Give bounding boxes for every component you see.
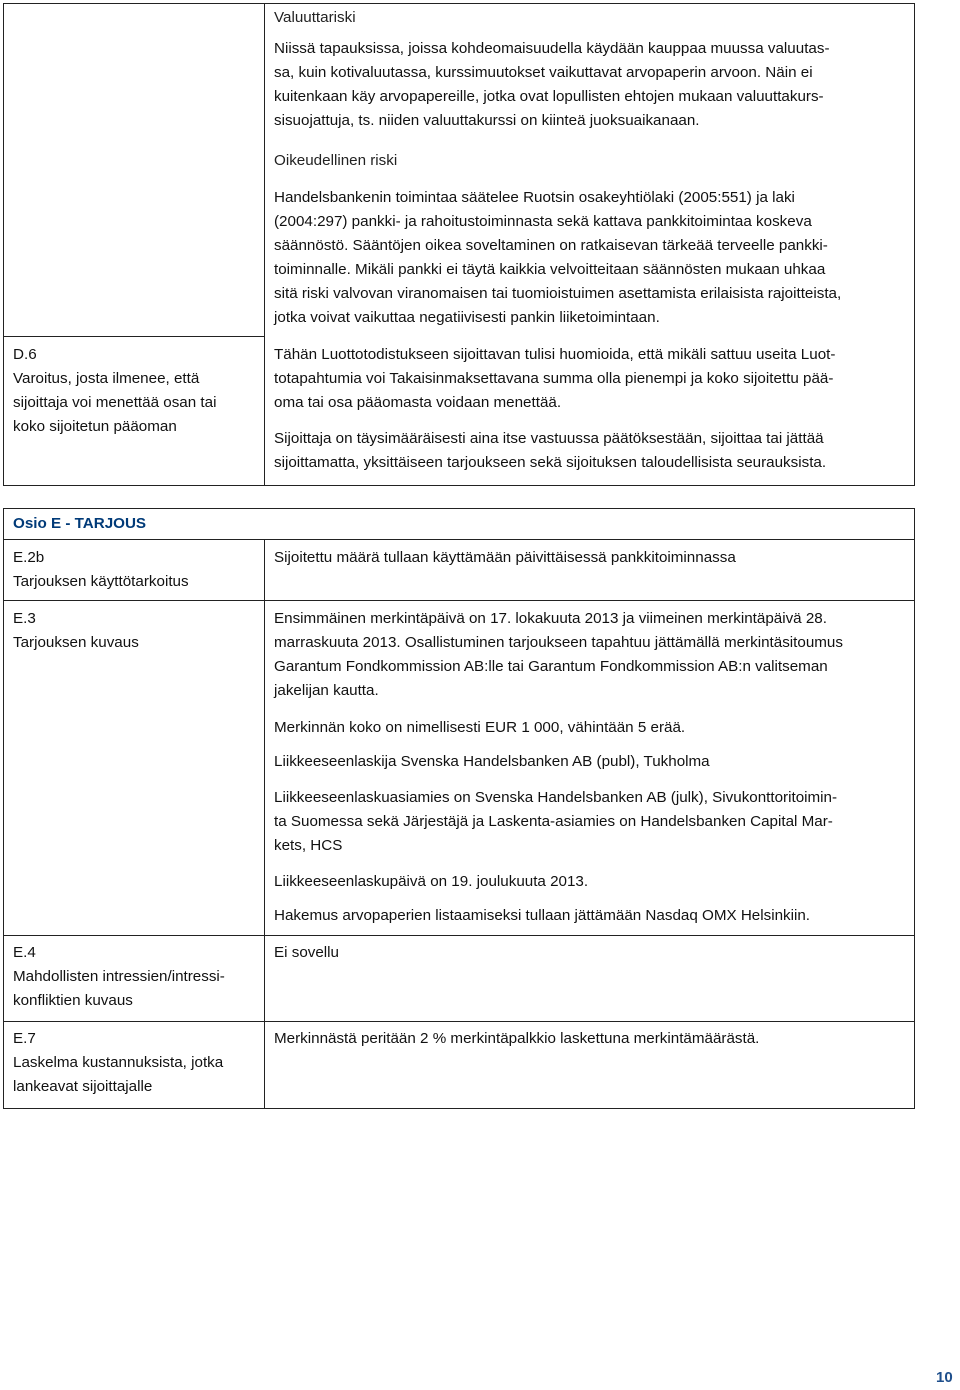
e3-paragraph-1 (274, 607, 843, 703)
e3-paragraph-2: Merkinnän koko on nimellisesti EUR 1 000, vähintään 5 erää. (274, 719, 686, 736)
text-line: ta Suomessa sekä Järjestäjä ja Laskenta-asiamies on Handelsbanken Capital Mar- (274, 813, 833, 830)
text-line: jakelijan kautta. (274, 682, 379, 699)
text-line: (2004:297) pankki- ja rahoitustoiminnasta sekä kattava pankkitoimintaa koskeva (274, 213, 812, 230)
text-line: Sijoittaja on täysimääräisesti aina itse vastuussa päätöksestään, sijoittaa tai jättää (274, 430, 824, 447)
label-line: Laskelma kustannuksista, jotka (13, 1054, 224, 1071)
e3-paragraph-4 (274, 786, 837, 858)
label-line: D.6 (13, 346, 37, 363)
label-line: E.3 (13, 610, 36, 627)
label-line: Varoitus, josta ilmenee, että (13, 370, 200, 387)
text-line: säännöstö. Sääntöjen oikea soveltaminen on ratkaisevan tärkeää terveelle pankki- (274, 237, 828, 254)
text-line: totapahtumia voi Takaisinmaksettavana summa olla pienempi ja koko sijoitettu pää- (274, 370, 834, 387)
e4-label (13, 941, 225, 1013)
label-line: E.7 (13, 1030, 36, 1047)
section-e-row-divider (3, 935, 915, 936)
text-line: jotka voivat vaikuttaa negatiivisesti pankin liiketoimintaan. (274, 309, 660, 326)
text-line: sijoittamatta, yksittäiseen tarjoukseen sekä sijoituksen taloudellisista seurauksista. (274, 454, 827, 471)
e3-paragraph-6: Hakemus arvopaperien listaamiseksi tullaan jättämään Nasdaq OMX Helsinkiin. (274, 907, 811, 924)
e3-paragraph-5: Liikkeeseenlaskupäivä on 19. joulukuuta 2013. (274, 873, 589, 890)
d6-paragraph-1 (274, 343, 835, 415)
d6-label (13, 343, 216, 439)
label-line: konfliktien kuvaus (13, 992, 133, 1009)
text-line: Liikkeeseenlaskuasiamies on Svenska Handelsbanken AB (julk), Sivukonttoritoimin- (274, 789, 838, 806)
e3-paragraph-3: Liikkeeseenlaskija Svenska Handelsbanken AB (publ), Tukholma (274, 753, 710, 770)
section-e-title: Osio E - TARJOUS (13, 515, 147, 532)
text-line: sa, kuin kotivaluutassa, kurssimuutokset vaikuttavat arvopaperin arvoon. Näin ei (274, 64, 813, 81)
label-line: sijoittaja voi menettää osan tai (13, 394, 217, 411)
label-line: E.4 (13, 944, 36, 961)
e2b-text: Sijoitettu määrä tullaan käyttämään päivittäisessä pankkitoiminnassa (274, 549, 736, 566)
section-e-row-divider (3, 1021, 915, 1022)
section-e-row-divider (3, 600, 915, 601)
text-line: Handelsbankenin toimintaa säätelee Ruotsin osakeyhtiölaki (2005:551) ja laki (274, 189, 795, 206)
section-e-column-divider (264, 539, 265, 1109)
e7-label (13, 1027, 223, 1099)
e3-label (13, 607, 139, 655)
d6-paragraph-2 (274, 427, 826, 475)
text-line: Tähän Luottotodistukseen sijoittavan tulisi huomioida, että mikäli sattuu useita Luot- (274, 346, 836, 363)
e4-text: Ei sovellu (274, 944, 339, 961)
text-line: kuitenkaan käy arvopapereille, jotka ovat lopullisten ehtojen mukaan valuuttakurs- (274, 88, 824, 105)
label-line: Tarjouksen kuvaus (13, 634, 139, 651)
legal-risk-paragraph (274, 186, 841, 330)
page-number: 10 (936, 1369, 953, 1386)
label-line: koko sijoitetun pääoman (13, 418, 177, 435)
text-line: kets, HCS (274, 837, 343, 854)
currency-risk-paragraph (274, 37, 830, 133)
heading-currency-risk: Valuuttariski (274, 9, 356, 26)
section-d-row-divider (3, 336, 264, 337)
text-line: sitä riski valvovan viranomaisen tai tuomioistuimen asettamista erilaisista rajoitteista, (274, 285, 842, 302)
e7-text: Merkinnästä peritään 2 % merkintäpalkkio laskettuna merkintämäärästä. (274, 1030, 760, 1047)
text-line: oma tai osa pääomasta voidaan menettää. (274, 394, 562, 411)
label-line: lankeavat sijoittajalle (13, 1078, 153, 1095)
text-line: marraskuuta 2013. Osallistuminen tarjoukseen tapahtuu jättämällä merkintäsitoumus (274, 634, 843, 651)
text-line: Garantum Fondkommission AB:lle tai Garantum Fondkommission AB:n valitseman (274, 658, 828, 675)
e2b-label (13, 546, 189, 594)
text-line: sisuojattuja, ts. niiden valuuttakurssi on kiinteä juoksuaikanaan. (274, 112, 700, 129)
label-line: E.2b (13, 549, 45, 566)
label-line: Tarjouksen käyttötarkoitus (13, 573, 189, 590)
heading-legal-risk: Oikeudellinen riski (274, 152, 398, 169)
text-line: Niissä tapauksissa, joissa kohdeomaisuudella käydään kauppaa muussa valuutas- (274, 40, 830, 57)
label-line: Mahdollisten intressien/intressi- (13, 968, 225, 985)
section-d-column-divider (264, 3, 265, 486)
text-line: Ensimmäinen merkintäpäivä on 17. lokakuuta 2013 ja viimeinen merkintäpäivä 28. (274, 610, 827, 627)
text-line: toiminnalle. Mikäli pankki ei täytä kaikkia velvoitteitaan säännösten mukaan uhkaa (274, 261, 826, 278)
